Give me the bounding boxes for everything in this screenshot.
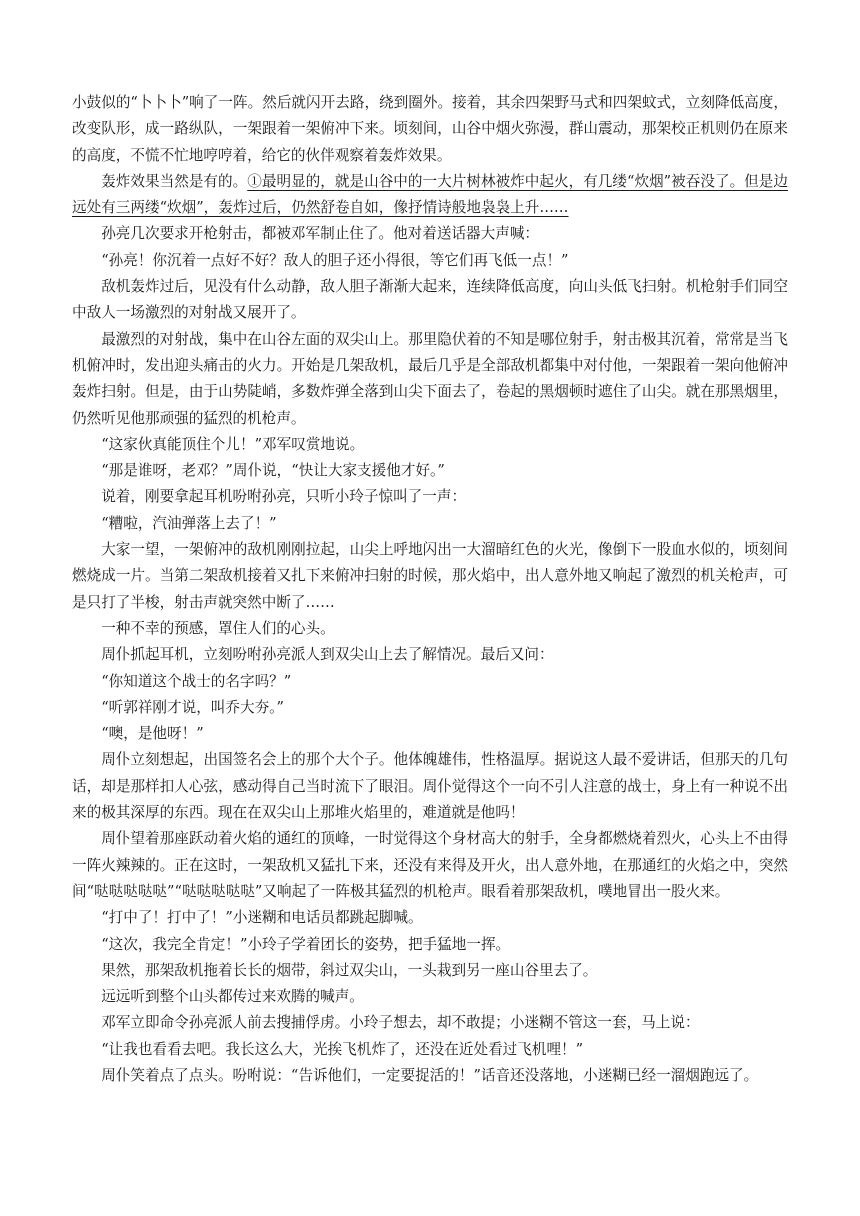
paragraph-5: 敌机轰炸过后，见没有什么动静，敌人胆子渐渐大起来，连续降低高度，向山头低飞扫射。机枪射手们同空中敌人一场激烈的对射战又展开了。 <box>72 278 788 322</box>
paragraph-4: “孙亮！你沉着一点好不好？敌人的胆子还小得很，等它们再飞低一点！” <box>101 251 569 269</box>
paragraph-25: 周仆笑着点了点头。吩咐说：“告诉他们，一定要捉活的！”话音还没落地，小迷糊已经一溜烟跑远了。 <box>101 1066 759 1084</box>
paragraph-12: 一种不幸的预感，罩住人们的心头。 <box>101 619 335 637</box>
paragraph-10: “糟啦，汽油弹落上去了！” <box>101 514 277 532</box>
paragraph-3: 孙亮几次要求开枪射击，都被邓军制止住了。他对着送话器大声喊： <box>101 225 540 243</box>
paragraph-21: 果然，那架敌机拖着长长的烟带，斜过双尖山，一头栽到另一座山谷里去了。 <box>101 961 598 979</box>
paragraph-20: “这次，我完全肯定！”小玲子学着团长的姿势，把手猛地一挥。 <box>101 935 511 953</box>
paragraph-23: 邓军立即命令孙亮派人前去搜捕俘虏。小玲子想去，却不敢提；小迷糊不管这一套，马上说： <box>101 1014 700 1032</box>
paragraph-16: “噢，是他呀！” <box>101 725 204 743</box>
paragraph-14: “你知道这个战士的名字吗？” <box>101 672 292 690</box>
paragraph-15: “听郭祥刚才说，叫乔大夯。” <box>101 698 284 716</box>
paragraph-19: “打中了！打中了！”小迷糊和电话员都跳起脚喊。 <box>101 909 423 927</box>
paragraph-7: “这家伙真能顶住个儿！”邓军叹赏地说。 <box>101 435 365 453</box>
paragraph-13: 周仆抓起耳机，立刻吩咐孙亮派人到双尖山上去了解情况。最后又问： <box>101 646 554 664</box>
paragraph-22: 远远听到整个山头都传过来欢腾的喊声。 <box>101 988 364 1006</box>
paragraph-6: 最激烈的对射战，集中在山谷左面的双尖山上。那里隐伏着的不知是哪位射手，射击极其沉着，常常是当飞机俯冲时，发出迎头痛击的火力。开始是几架敌机，最后几乎是全部敌机都集中对付他，一架跟着一架向他俯冲轰炸扫射。但是，由于山势陡峭，多数炸弹全落到山尖下面去了，卷起的黑烟顿时遮住了山尖。就在那黑烟里，仍然听见他那顽强的猛烈的机枪声。 <box>72 330 788 427</box>
paragraph-8: “那是谁呀，老邓？”周仆说，“快让大家支援他才好。” <box>101 462 445 480</box>
paragraph-9: 说着，刚要拿起耳机吩咐孙亮，只听小玲子惊叫了一声： <box>101 488 467 506</box>
paragraph-24: “让我也看看去吧。我长这么大，光挨飞机炸了，还没在近处看过飞机哩！” <box>101 1040 584 1058</box>
paragraph-11: 大家一望，一架俯冲的敌机刚刚拉起，山尖上呼地闪出一大溜暗红色的火光，像倒下一股血水似的，顷刻间燃烧成一片。当第二架敌机接着又扎下来俯冲扫射的时候，那火焰中，出人意外地又响起了激烈的机关枪声，可是只打了半梭，射击声就突然中断了…… <box>72 541 788 611</box>
paragraph-17: 周仆立刻想起，出国签名会上的那个大个子。他体魄雄伟，性格温厚。据说这人最不爱讲话，但那天的几句话，却是那样扣人心弦，感动得自己当时流下了眼泪。周仆觉得这个一向不引人注意的战士，身上有一种说不出来的极其深厚的东西。现在在双尖山上那堆火焰里的，难道就是他吗！ <box>72 751 788 822</box>
document-body <box>72 90 788 1089</box>
paragraph-2 <box>72 169 788 222</box>
paragraph-1: 小鼓似的“卜卜卜”响了一阵。然后就闪开去路，绕到圈外。接着，其余四架野马式和四架蚊式，立刻降低高度，改变队形，成一路纵队，一架跟着一架俯冲下来。顷刻间，山谷中烟火弥漫，群山震动，那架校正机则仍在原来的高度，不慌不忙地哼哼着，给它的伙伴观察着轰炸效果。 <box>72 94 788 164</box>
paragraph-18: 周仆望着那座跃动着火焰的通红的顶峰，一时觉得这个身材高大的射手，全身都燃烧着烈火，心头上不由得一阵火辣辣的。正在这时，一架敌机又猛扎下来，还没有来得及开火，出人意外地，在那通红的火焰之中，突然间“哒哒哒哒哒”“哒哒哒哒哒”又响起了一阵极其猛烈的机枪声。眼看着那架敌机，噗地冒出一股火来。 <box>72 830 788 900</box>
underlined-sentence-1: ①最明显的，就是山谷中的一大片树林被炸中起火，有几缕“炊烟”被吞没了。但是边远处有三两缕“炊烟”，轰炸过后，仍然舒卷自如，像抒情诗般地袅袅上升…… <box>72 172 788 217</box>
paragraph-2-lead: 轰炸效果当然是有的。 <box>101 172 248 190</box>
